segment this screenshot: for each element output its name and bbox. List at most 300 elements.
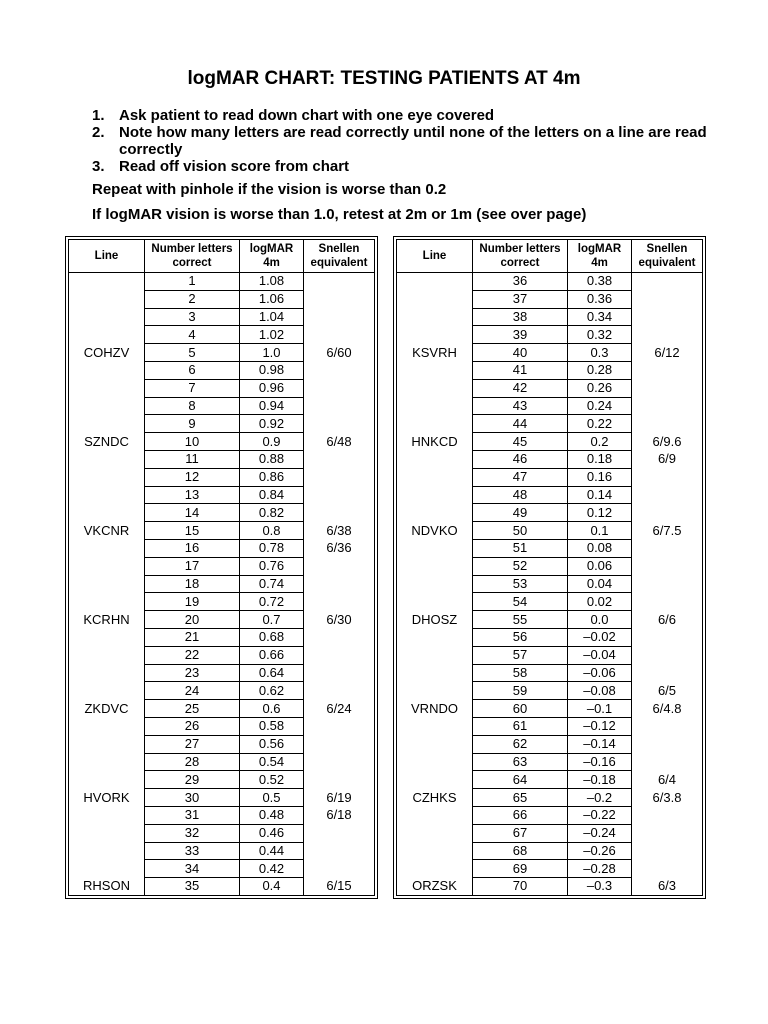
- logmar-cell: 1.02: [240, 326, 304, 344]
- line-cell: [69, 450, 145, 468]
- line-cell: [397, 379, 473, 397]
- snellen-cell: 6/24: [304, 700, 375, 718]
- line-cell: DHOSZ: [397, 611, 473, 629]
- table-header-row: [397, 240, 703, 273]
- table-row: [69, 753, 375, 771]
- table-row: [397, 771, 703, 789]
- number-cell: 39: [473, 326, 568, 344]
- line-cell: [397, 842, 473, 860]
- table-row: [397, 878, 703, 896]
- table-row: [69, 361, 375, 379]
- table-row: [397, 806, 703, 824]
- line-cell: [69, 575, 145, 593]
- logmar-cell: 0.14: [568, 486, 632, 504]
- table-row: [397, 361, 703, 379]
- snellen-cell: 6/60: [304, 344, 375, 362]
- snellen-cell: 6/38: [304, 522, 375, 540]
- snellen-cell: 6/9.6: [632, 433, 703, 451]
- logmar-cell: –0.16: [568, 753, 632, 771]
- table-row: [397, 504, 703, 522]
- snellen-cell: [304, 273, 375, 291]
- table-row: [69, 522, 375, 540]
- line-cell: [397, 682, 473, 700]
- number-cell: 67: [473, 824, 568, 842]
- snellen-cell: [304, 557, 375, 575]
- number-cell: 33: [145, 842, 240, 860]
- snellen-cell: 6/19: [304, 789, 375, 807]
- line-cell: [397, 735, 473, 753]
- table-row: [69, 504, 375, 522]
- table-header-row: [69, 240, 375, 273]
- number-cell: 38: [473, 308, 568, 326]
- snellen-cell: [632, 628, 703, 646]
- snellen-cell: [304, 771, 375, 789]
- snellen-cell: [304, 753, 375, 771]
- retest-note: If logMAR vision is worse than 1.0, retest at 2m or 1m (see over page): [92, 206, 587, 223]
- table-row: [69, 664, 375, 682]
- logmar-cell: 0.9: [240, 433, 304, 451]
- number-cell: 36: [473, 273, 568, 291]
- table-row: [69, 415, 375, 433]
- logmar-cell: –0.12: [568, 717, 632, 735]
- table-row: [397, 842, 703, 860]
- logmar-cell: 1.04: [240, 308, 304, 326]
- logmar-cell: 0.0: [568, 611, 632, 629]
- line-cell: [397, 824, 473, 842]
- logmar-cell: 0.02: [568, 593, 632, 611]
- line-cell: [69, 557, 145, 575]
- step-text: Read off vision score from chart: [119, 158, 350, 175]
- instruction-step: [92, 158, 712, 175]
- snellen-cell: 6/3.8: [632, 789, 703, 807]
- table-row: [69, 308, 375, 326]
- snellen-cell: [632, 664, 703, 682]
- line-cell: [397, 308, 473, 326]
- line-cell: [397, 575, 473, 593]
- table-row: [397, 379, 703, 397]
- number-cell: 12: [145, 468, 240, 486]
- number-cell: 19: [145, 593, 240, 611]
- number-cell: 59: [473, 682, 568, 700]
- line-cell: [69, 735, 145, 753]
- snellen-cell: [304, 290, 375, 308]
- number-cell: 5: [145, 344, 240, 362]
- number-cell: 65: [473, 789, 568, 807]
- line-cell: [397, 753, 473, 771]
- line-cell: [69, 273, 145, 291]
- logmar-cell: –0.28: [568, 860, 632, 878]
- line-cell: [397, 593, 473, 611]
- table-row: [69, 539, 375, 557]
- logmar-cell: 0.3: [568, 344, 632, 362]
- snellen-cell: 6/18: [304, 806, 375, 824]
- number-cell: 49: [473, 504, 568, 522]
- table-row: [69, 344, 375, 362]
- number-cell: 70: [473, 878, 568, 896]
- table-row: [397, 486, 703, 504]
- number-cell: 54: [473, 593, 568, 611]
- snellen-cell: [632, 504, 703, 522]
- pinhole-note: Repeat with pinhole if the vision is worse than 0.2: [92, 181, 447, 198]
- line-cell: KCRHN: [69, 611, 145, 629]
- table-row: [69, 611, 375, 629]
- snellen-cell: [632, 326, 703, 344]
- snellen-cell: [304, 486, 375, 504]
- step-number: 1.: [92, 107, 105, 124]
- table-row: [397, 860, 703, 878]
- line-cell: [397, 415, 473, 433]
- number-cell: 10: [145, 433, 240, 451]
- table-body-left: [69, 273, 375, 896]
- number-cell: 28: [145, 753, 240, 771]
- line-cell: [69, 539, 145, 557]
- table-row: [69, 290, 375, 308]
- line-cell: [69, 806, 145, 824]
- table-row: [397, 628, 703, 646]
- snellen-cell: 6/3: [632, 878, 703, 896]
- instructions-list: [92, 107, 712, 175]
- logmar-cell: 0.98: [240, 361, 304, 379]
- table-row: [397, 539, 703, 557]
- logmar-cell: 0.88: [240, 450, 304, 468]
- table-row: [397, 450, 703, 468]
- logmar-cell: 0.6: [240, 700, 304, 718]
- snellen-cell: [632, 468, 703, 486]
- logmar-cell: 0.54: [240, 753, 304, 771]
- number-cell: 57: [473, 646, 568, 664]
- number-cell: 55: [473, 611, 568, 629]
- logmar-cell: 0.56: [240, 735, 304, 753]
- table-body-right: [397, 273, 703, 896]
- number-cell: 61: [473, 717, 568, 735]
- snellen-cell: [632, 824, 703, 842]
- line-cell: [397, 450, 473, 468]
- logmar-cell: 0.12: [568, 504, 632, 522]
- table-row: [69, 735, 375, 753]
- number-cell: 29: [145, 771, 240, 789]
- logmar-cell: 0.58: [240, 717, 304, 735]
- logmar-cell: 0.8: [240, 522, 304, 540]
- line-cell: RHSON: [69, 878, 145, 896]
- number-cell: 15: [145, 522, 240, 540]
- logmar-cell: 0.52: [240, 771, 304, 789]
- snellen-cell: [304, 628, 375, 646]
- table-row: [69, 486, 375, 504]
- snellen-cell: [632, 486, 703, 504]
- table-row: [69, 379, 375, 397]
- logmar-cell: 0.94: [240, 397, 304, 415]
- logmar-cell: 0.7: [240, 611, 304, 629]
- line-cell: [397, 273, 473, 291]
- line-cell: [397, 806, 473, 824]
- line-cell: [397, 290, 473, 308]
- table-row: [69, 575, 375, 593]
- table-row: [69, 433, 375, 451]
- line-cell: [69, 717, 145, 735]
- number-cell: 14: [145, 504, 240, 522]
- logmar-cell: 0.18: [568, 450, 632, 468]
- table-row: [397, 326, 703, 344]
- logmar-cell: 0.08: [568, 539, 632, 557]
- number-cell: 24: [145, 682, 240, 700]
- table-row: [69, 628, 375, 646]
- snellen-cell: [632, 557, 703, 575]
- snellen-cell: 6/7.5: [632, 522, 703, 540]
- logmar-cell: 0.68: [240, 628, 304, 646]
- logmar-cell: 0.48: [240, 806, 304, 824]
- snellen-cell: [304, 824, 375, 842]
- snellen-cell: [304, 308, 375, 326]
- number-cell: 30: [145, 789, 240, 807]
- line-cell: [69, 486, 145, 504]
- logmar-cell: 1.0: [240, 344, 304, 362]
- number-cell: 31: [145, 806, 240, 824]
- line-cell: [69, 326, 145, 344]
- number-cell: 16: [145, 539, 240, 557]
- number-cell: 13: [145, 486, 240, 504]
- number-cell: 9: [145, 415, 240, 433]
- snellen-cell: [632, 646, 703, 664]
- snellen-cell: 6/5: [632, 682, 703, 700]
- snellen-cell: 6/48: [304, 433, 375, 451]
- logmar-cell: 0.86: [240, 468, 304, 486]
- line-cell: COHZV: [69, 344, 145, 362]
- logmar-cell: 0.04: [568, 575, 632, 593]
- table-row: [397, 789, 703, 807]
- snellen-cell: [632, 593, 703, 611]
- logmar-cell: 1.08: [240, 273, 304, 291]
- line-cell: [69, 290, 145, 308]
- table-row: [69, 700, 375, 718]
- table-row: [69, 842, 375, 860]
- logmar-cell: 0.64: [240, 664, 304, 682]
- logmar-cell: 0.26: [568, 379, 632, 397]
- line-cell: [397, 361, 473, 379]
- logmar-cell: –0.14: [568, 735, 632, 753]
- snellen-cell: [304, 468, 375, 486]
- line-cell: [397, 504, 473, 522]
- table-row: [69, 557, 375, 575]
- number-cell: 25: [145, 700, 240, 718]
- number-cell: 18: [145, 575, 240, 593]
- line-cell: [397, 664, 473, 682]
- step-number: 3.: [92, 158, 105, 175]
- logmar-cell: –0.04: [568, 646, 632, 664]
- logmar-cell: 0.16: [568, 468, 632, 486]
- header-line: Line: [69, 240, 145, 273]
- number-cell: 23: [145, 664, 240, 682]
- line-cell: [69, 860, 145, 878]
- table-row: [397, 273, 703, 291]
- table-row: [397, 575, 703, 593]
- logmar-cell: 0.24: [568, 397, 632, 415]
- table-row: [69, 468, 375, 486]
- number-cell: 60: [473, 700, 568, 718]
- table-row: [69, 878, 375, 896]
- number-cell: 21: [145, 628, 240, 646]
- logmar-cell: –0.3: [568, 878, 632, 896]
- snellen-cell: 6/6: [632, 611, 703, 629]
- logmar-cell: 0.76: [240, 557, 304, 575]
- table-row: [397, 646, 703, 664]
- number-cell: 20: [145, 611, 240, 629]
- line-cell: VRNDO: [397, 700, 473, 718]
- table-row: [69, 771, 375, 789]
- number-cell: 35: [145, 878, 240, 896]
- number-cell: 56: [473, 628, 568, 646]
- table-row: [69, 860, 375, 878]
- logmar-cell: 0.5: [240, 789, 304, 807]
- snellen-cell: 6/4.8: [632, 700, 703, 718]
- line-cell: ORZSK: [397, 878, 473, 896]
- snellen-cell: [632, 397, 703, 415]
- snellen-cell: [304, 415, 375, 433]
- logmar-cell: 0.46: [240, 824, 304, 842]
- table-row: [69, 397, 375, 415]
- header-line: Line: [397, 240, 473, 273]
- number-cell: 37: [473, 290, 568, 308]
- logmar-cell: 0.1: [568, 522, 632, 540]
- logmar-cell: –0.22: [568, 806, 632, 824]
- number-cell: 64: [473, 771, 568, 789]
- table-row: [69, 646, 375, 664]
- line-cell: [397, 397, 473, 415]
- line-cell: [397, 539, 473, 557]
- logmar-table-right: [396, 239, 703, 896]
- logmar-cell: –0.18: [568, 771, 632, 789]
- snellen-cell: [304, 860, 375, 878]
- snellen-cell: [632, 415, 703, 433]
- snellen-cell: [632, 361, 703, 379]
- logmar-cell: –0.1: [568, 700, 632, 718]
- number-cell: 4: [145, 326, 240, 344]
- logmar-cell: –0.24: [568, 824, 632, 842]
- page-title: logMAR CHART: TESTING PATIENTS AT 4m: [187, 68, 581, 89]
- number-cell: 53: [473, 575, 568, 593]
- number-cell: 40: [473, 344, 568, 362]
- snellen-cell: [632, 717, 703, 735]
- table-row: [397, 557, 703, 575]
- line-cell: [69, 824, 145, 842]
- snellen-cell: [632, 806, 703, 824]
- snellen-cell: 6/4: [632, 771, 703, 789]
- logmar-cell: –0.26: [568, 842, 632, 860]
- snellen-cell: [632, 273, 703, 291]
- number-cell: 45: [473, 433, 568, 451]
- number-cell: 27: [145, 735, 240, 753]
- header-snellen: Snellen equivalent: [304, 240, 375, 273]
- logmar-cell: 0.2: [568, 433, 632, 451]
- snellen-cell: [304, 379, 375, 397]
- line-cell: [69, 468, 145, 486]
- number-cell: 50: [473, 522, 568, 540]
- table-row: [69, 806, 375, 824]
- snellen-cell: 6/9: [632, 450, 703, 468]
- line-cell: [397, 717, 473, 735]
- logmar-cell: –0.02: [568, 628, 632, 646]
- snellen-cell: [632, 860, 703, 878]
- snellen-cell: 6/36: [304, 539, 375, 557]
- number-cell: 26: [145, 717, 240, 735]
- table-row: [69, 273, 375, 291]
- table-row: [69, 593, 375, 611]
- header-number: Number letters correct: [473, 240, 568, 273]
- logmar-cell: 0.66: [240, 646, 304, 664]
- table-row: [69, 789, 375, 807]
- snellen-cell: [304, 664, 375, 682]
- logmar-cell: 0.36: [568, 290, 632, 308]
- logmar-cell: 0.62: [240, 682, 304, 700]
- line-cell: [69, 771, 145, 789]
- number-cell: 52: [473, 557, 568, 575]
- table-row: [397, 290, 703, 308]
- snellen-cell: [304, 842, 375, 860]
- logmar-cell: 0.06: [568, 557, 632, 575]
- snellen-cell: [304, 397, 375, 415]
- logmar-cell: 0.92: [240, 415, 304, 433]
- logmar-cell: 0.4: [240, 878, 304, 896]
- number-cell: 48: [473, 486, 568, 504]
- logmar-cell: 0.34: [568, 308, 632, 326]
- line-cell: SZNDC: [69, 433, 145, 451]
- table-row: [397, 468, 703, 486]
- number-cell: 6: [145, 361, 240, 379]
- line-cell: [397, 860, 473, 878]
- snellen-cell: [304, 361, 375, 379]
- line-cell: [397, 771, 473, 789]
- logmar-cell: 0.74: [240, 575, 304, 593]
- snellen-cell: [304, 717, 375, 735]
- line-cell: [397, 628, 473, 646]
- line-cell: [69, 753, 145, 771]
- snellen-cell: [304, 450, 375, 468]
- number-cell: 1: [145, 273, 240, 291]
- number-cell: 32: [145, 824, 240, 842]
- line-cell: [69, 593, 145, 611]
- snellen-cell: [632, 753, 703, 771]
- line-cell: [69, 397, 145, 415]
- table-row: [397, 415, 703, 433]
- number-cell: 8: [145, 397, 240, 415]
- logmar-cell: 0.38: [568, 273, 632, 291]
- number-cell: 34: [145, 860, 240, 878]
- line-cell: KSVRH: [397, 344, 473, 362]
- snellen-cell: [632, 290, 703, 308]
- line-cell: ZKDVC: [69, 700, 145, 718]
- logmar-cell: 0.84: [240, 486, 304, 504]
- step-number: 2.: [92, 124, 105, 141]
- logmar-cell: 0.72: [240, 593, 304, 611]
- line-cell: [397, 326, 473, 344]
- line-cell: NDVKO: [397, 522, 473, 540]
- number-cell: 58: [473, 664, 568, 682]
- number-cell: 41: [473, 361, 568, 379]
- line-cell: VKCNR: [69, 522, 145, 540]
- table-row: [397, 308, 703, 326]
- line-cell: [69, 682, 145, 700]
- instruction-step: [92, 124, 712, 158]
- number-cell: 66: [473, 806, 568, 824]
- number-cell: 3: [145, 308, 240, 326]
- header-logmar: logMAR 4m: [568, 240, 632, 273]
- number-cell: 42: [473, 379, 568, 397]
- table-row: [397, 735, 703, 753]
- number-cell: 43: [473, 397, 568, 415]
- table-row: [397, 397, 703, 415]
- logmar-cell: 0.44: [240, 842, 304, 860]
- table-row: [397, 593, 703, 611]
- table-row: [69, 450, 375, 468]
